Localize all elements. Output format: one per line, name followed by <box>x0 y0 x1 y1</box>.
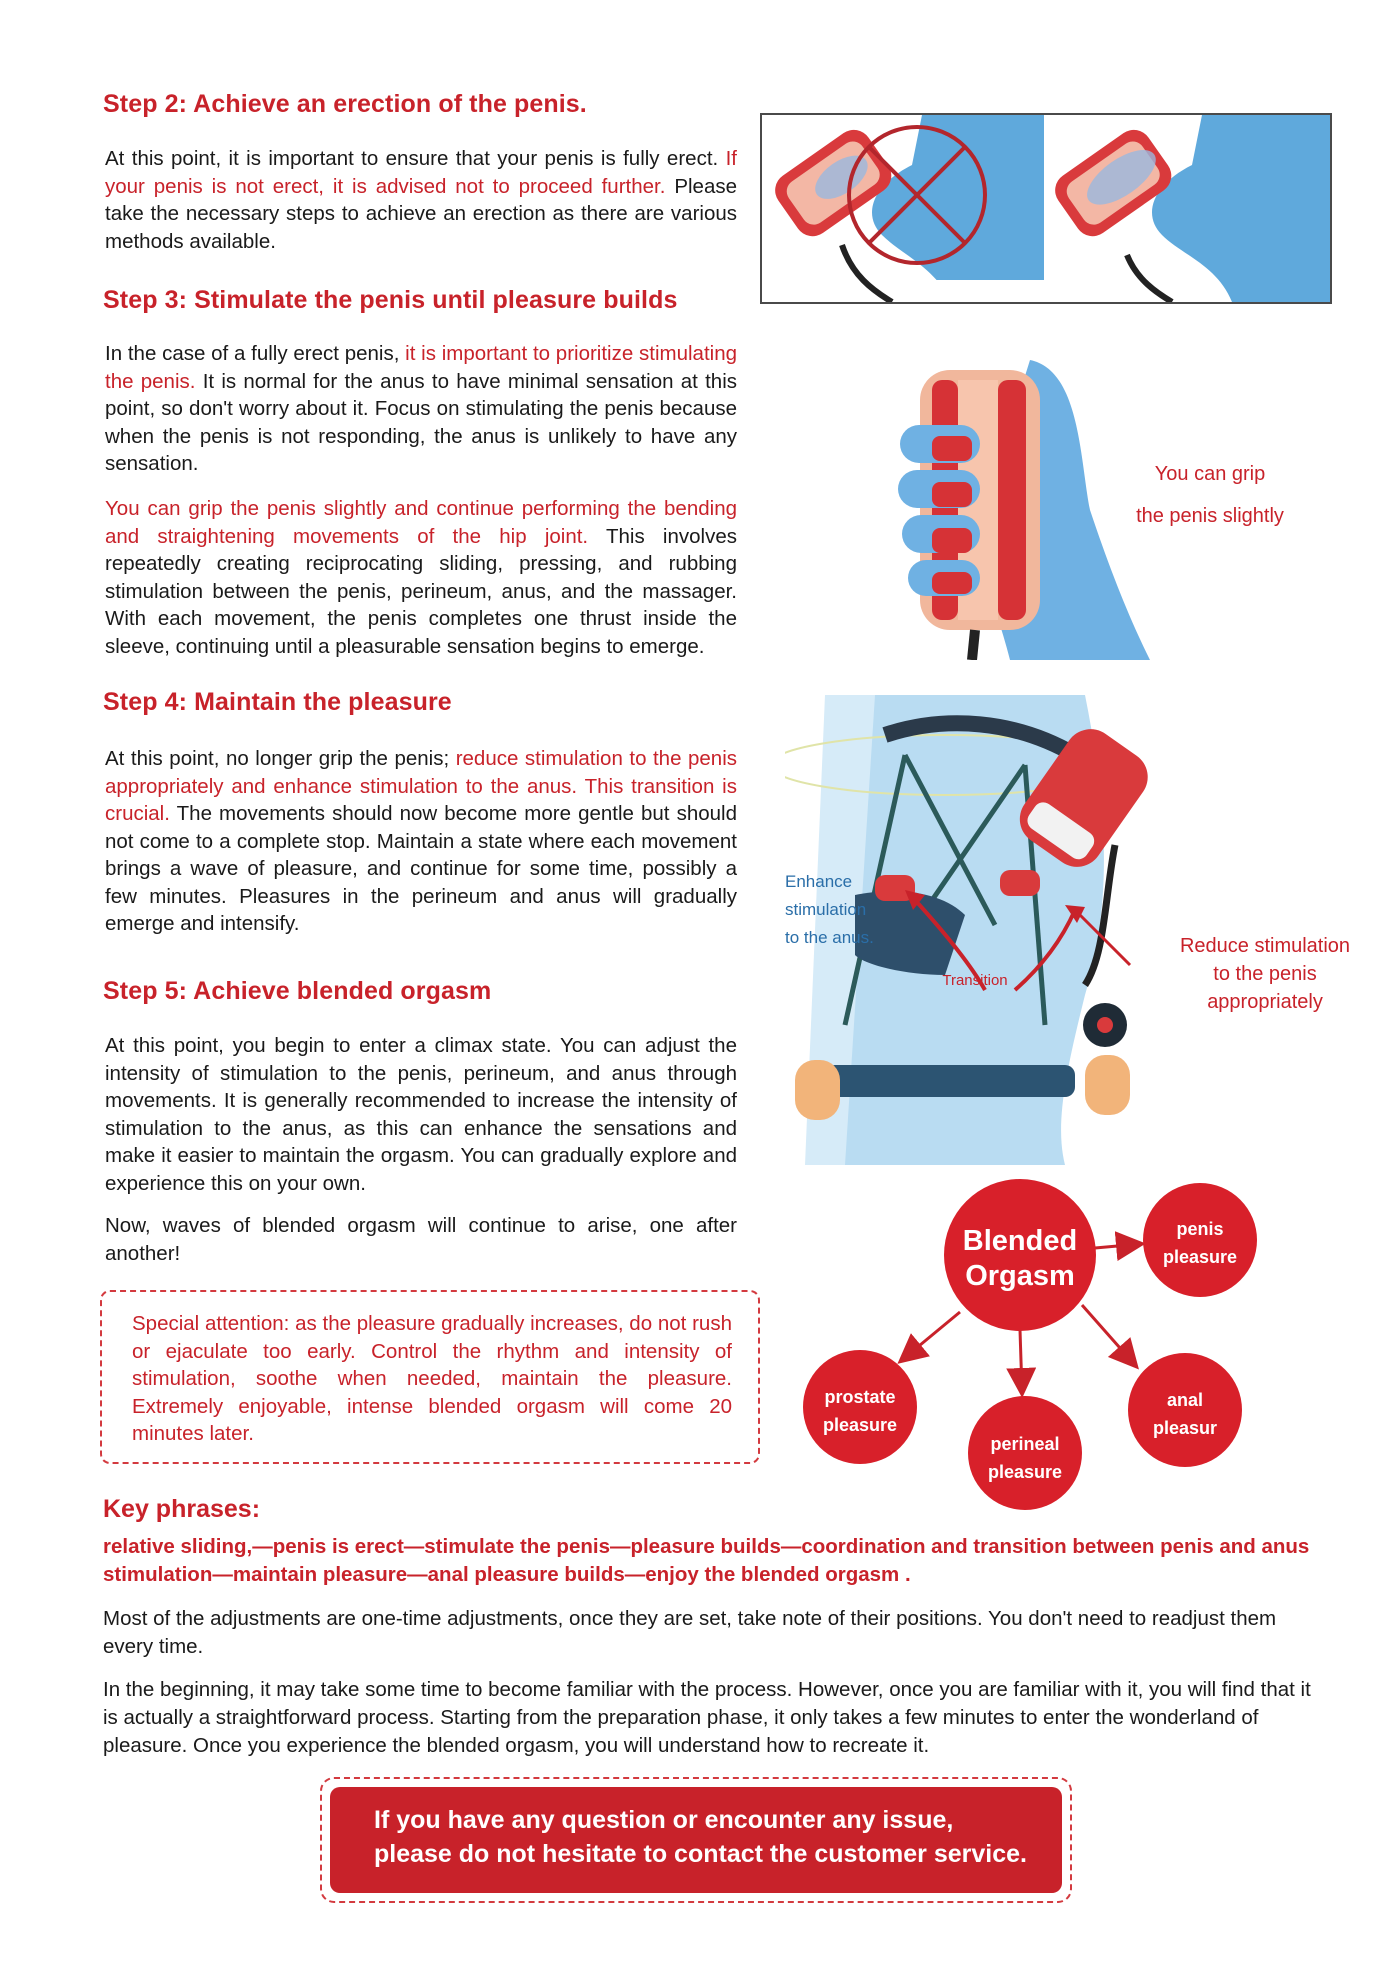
step3-text-a: In the case of a fully erect penis, <box>105 342 400 365</box>
grip-caption-line2: the penis slightly <box>1136 505 1284 527</box>
step5-heading: Step 5: Achieve blended orgasm <box>103 977 492 1005</box>
anal-pleasure-label-2: pleasur <box>1152 1418 1218 1438</box>
key-phrases-title: Key phrases: <box>103 1495 261 1523</box>
step4-heading: Step 4: Maintain the pleasure <box>103 688 452 716</box>
step2-paragraph <box>105 145 737 255</box>
step3-text-red: it is important to prioritize stimulating the penis. <box>105 342 737 393</box>
blended-orgasm-label-1: Blended <box>962 1225 1078 1257</box>
step5-paragraph-1: At this point, you begin to enter a climax state. You can adjust the intensity of stimulation to the penis, perineum, and anus through movements. It is generally recommended to increase the intensity of stimulation to the anus, as this can enhance the sensations and make it easier to maintain the orgasm. You can gradually explore and experience this on your own. <box>105 1034 737 1195</box>
step4-text-b: The movements should now become more gentle but should not come to a complete stop. Maintain a state where each movement brings a wave of pleasure, and continue for some time, possibly a few minutes. Pleasures in the perineum and anus will gradually emerge and intensify. <box>105 802 737 935</box>
anal-pleasure-label-1: anal <box>1166 1390 1204 1410</box>
step3-illustration <box>880 340 1150 660</box>
blended-orgasm-label-2: Orgasm <box>965 1260 1075 1292</box>
step2-heading: Step 2: Achieve an erection of the penis. <box>103 90 587 118</box>
prostate-pleasure-circle <box>803 1350 917 1464</box>
reduce-caption-line1: Reduce stimulation <box>1179 935 1351 957</box>
step3-text-red-2: You can grip the penis slightly and continue performing the bending and straightening movements of the hip joint. <box>105 497 737 548</box>
enhance-caption <box>785 868 895 952</box>
grip-caption <box>1120 460 1300 530</box>
contact-banner-text <box>374 1803 1034 1871</box>
step2-text-a: At this point, it is important to ensure that your penis is fully erect. <box>105 147 719 170</box>
penis-pleasure-label-1: penis <box>1176 1219 1224 1239</box>
anal-pleasure-circle <box>1128 1353 1242 1467</box>
contact-banner-fill <box>330 1787 1062 1893</box>
step3-heading: Step 3: Stimulate the penis until pleasure builds <box>103 286 678 314</box>
step2-text-b: Please take the necessary steps to achieve an erection as there are various methods available. <box>105 174 737 253</box>
reduce-caption-line2: to the penis <box>1213 963 1317 985</box>
step4-text-a: At this point, no longer grip the penis; <box>105 747 450 770</box>
step3-text-b: It is normal for the anus to have minimal sensation at this point, so don't worry about it. Focus on stimulating the penis because when the penis is not responding, the anus is unlikely to have any sensation. <box>105 369 737 475</box>
reduce-caption <box>1165 932 1365 1016</box>
contact-line-1: If you have any question or encounter any issue, <box>374 1806 954 1834</box>
step4-text-red: reduce stimulation to the penis appropriately and enhance stimulation to the anus. This transition is crucial. <box>105 747 737 825</box>
enhance-caption-line2: stimulation <box>785 900 867 919</box>
adjustments-paragraph: Most of the adjustments are one-time adjustments, once they are set, take note of their positions. You don't need to readjust them every time. <box>103 1607 1277 1658</box>
perineal-pleasure-label-2: pleasure <box>987 1462 1063 1482</box>
step3-paragraph-1 <box>105 340 737 478</box>
contact-banner <box>320 1777 1072 1903</box>
prostate-pleasure-label-2: pleasure <box>822 1415 898 1435</box>
reduce-caption-line3: appropriately <box>1207 991 1323 1013</box>
transition-label: Transition <box>942 972 1008 989</box>
key-phrases-text: relative sliding,—penis is erect—stimulate the penis—pleasure builds—coordination and transition between penis and anus stimulation—maintain pleasure—anal pleasure builds—enjoy the blended orgasm . <box>103 1535 1310 1586</box>
step5-paragraph-2: Now, waves of blended orgasm will continue to arise, one after another! <box>105 1214 737 1265</box>
penis-pleasure-circle <box>1143 1183 1257 1297</box>
step4-paragraph <box>105 745 737 938</box>
grip-caption-line1: You can grip <box>1154 463 1266 485</box>
grip-hand-image <box>880 340 1150 660</box>
enhance-caption-line3: to the anus. <box>785 928 874 947</box>
enhance-caption-line1: Enhance <box>785 872 853 891</box>
penis-pleasure-label-2: pleasure <box>1162 1247 1238 1267</box>
perineal-pleasure-label-1: perineal <box>990 1434 1060 1454</box>
prostate-pleasure-label-1: prostate <box>824 1387 896 1407</box>
familiarity-paragraph: In the beginning, it may take some time to become familiar with the process. However, once you are familiar with it, you will find that it is actually a straightforward process. Starting from the preparation phase, it only takes a few minutes to enter the wonderland of pleasure. Once you experience the blended orgasm, you will understand how to recreate it. <box>103 1678 1311 1757</box>
special-attention-box <box>100 1290 760 1464</box>
step3-text-c: This involves repeatedly creating reciprocating sliding, pressing, and rubbing stimulation between the penis, perineum, anus, and the massager. With each movement, the penis completes one thrust inside the sleeve, continuing until a pleasurable sensation begins to emerge. <box>105 524 737 658</box>
contact-line-2: please do not hesitate to contact the customer service. <box>374 1840 1027 1868</box>
blended-orgasm-diagram <box>800 1170 1280 1515</box>
step2-text-red: If your penis is not erect, it is advised not to proceed further. <box>105 147 738 198</box>
special-attention-text: Special attention: as the pleasure gradually increases, do not rush or ejaculate too early. Control the rhythm and intensity of stimulation, soothe when needed, maintain the pleasure. Extremely enjoyable, intense blended orgasm will come 20 minutes later. <box>132 1312 732 1445</box>
step3-paragraph-2 <box>105 495 737 660</box>
erection-comparison-image <box>762 115 1330 302</box>
step2-illustration <box>760 113 1332 304</box>
